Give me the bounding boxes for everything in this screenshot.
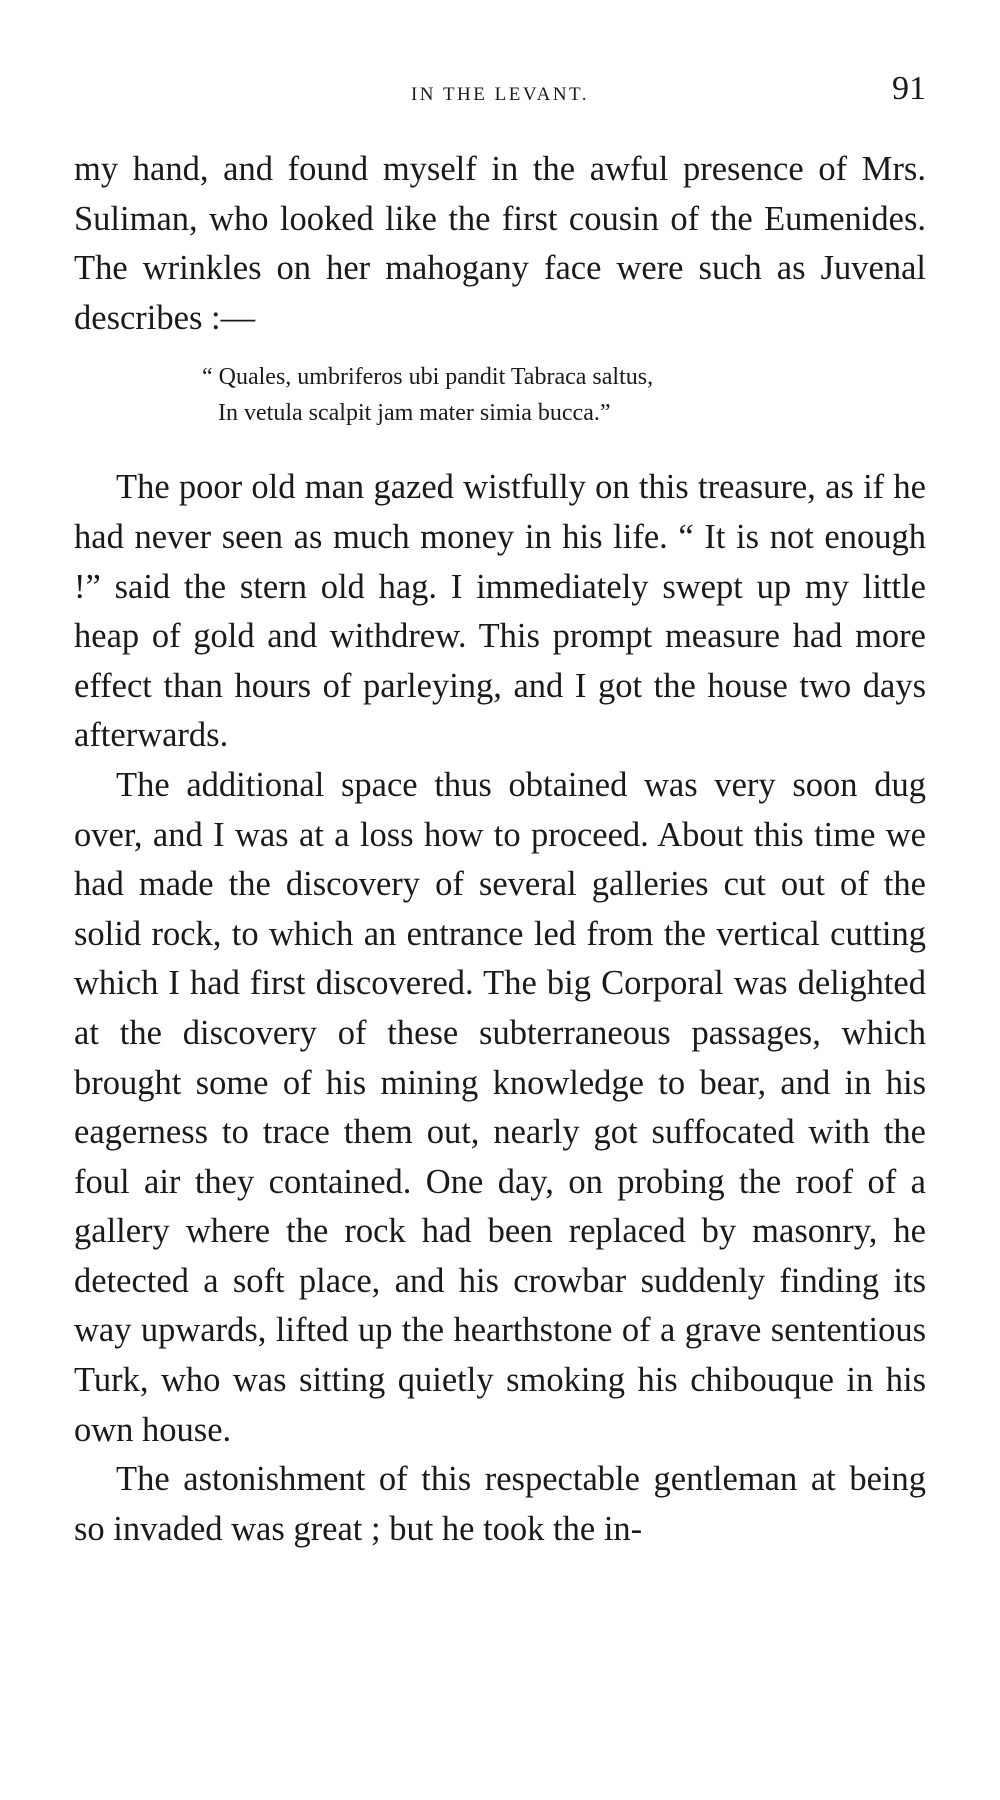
paragraph-spacer — [74, 449, 926, 463]
latin-quotation — [74, 359, 926, 431]
page-number: 91 — [892, 70, 926, 107]
body-text — [74, 145, 926, 1554]
paragraph-3: The additional space thus obtained was very soon dug over, and I was at a loss how to proceed. About this time we had made the discovery of several galleries cut out of the solid rock, to which an entrance led from the vertical cutting which I had first discovered. The big Corporal was delighted at the discovery of these subterraneous passages, which brought some of his mining knowledge to bear, and in his eagerness to trace them out, nearly got suffocated with the foul air they contained. One day, on probing the roof of a gallery where the rock had been replaced by masonry, he detected a soft place, and his crowbar suddenly finding its way upwards, lifted up the hearthstone of a grave sententious Turk, who was sitting quietly smoking his chibouque in his own house. — [74, 765, 926, 1449]
quote-line-2: In vetula scalpit jam mater simia bucca.” — [218, 400, 611, 427]
paragraph-1: my hand, and found myself in the awful presence of Mrs. Suliman, who looked like the first cousin of the Eumenides. The wrinkles on her mahogany face were such as Juvenal describes :— — [74, 150, 926, 337]
quote-line-1: “ Quales, umbriferos ubi pandit Tabraca saltus, — [202, 364, 654, 391]
page-header — [74, 70, 926, 110]
paragraph-2: The poor old man gazed wistfully on this treasure, as if he had never seen as much money in his life. “ It is not enough !” said the stern old hag. I immediately swept up my little heap of gold and withdrew. This prompt measure had more effect than hours of parleying, and I got the house two days afterwards. — [74, 468, 926, 755]
paragraph-4: The astonishment of this respectable gentleman at being so invaded was great ; but he took the in- — [74, 1460, 926, 1548]
running-head: IN THE LEVANT. — [410, 84, 589, 105]
